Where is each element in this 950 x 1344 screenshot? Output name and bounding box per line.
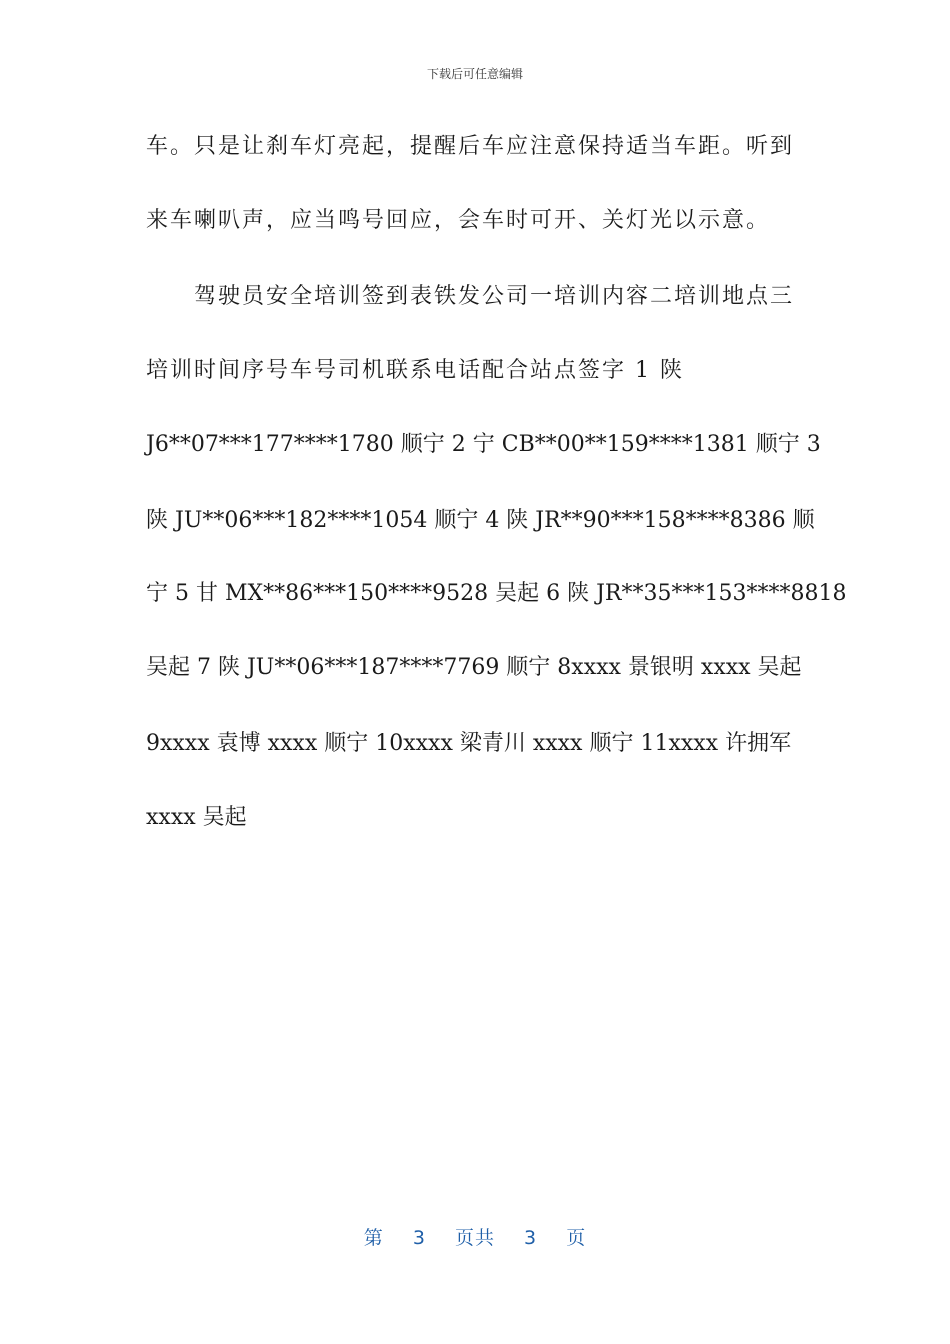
footer-current-page: 3 bbox=[412, 1227, 426, 1249]
paragraph-line-2: 来车喇叭声，应当鸣号回应，会车时可开、关灯光以示意。 bbox=[146, 208, 771, 233]
paragraph-line-4: 培训时间序号车号司机联系电话配合站点签字 1 陕 bbox=[146, 358, 684, 383]
footer-middle: 页共 bbox=[454, 1227, 495, 1249]
paragraph-line-10: xxxx 吴起 bbox=[146, 805, 247, 830]
paragraph-line-9: 9xxxx 袁博 xxxx 顺宁 10xxxx 梁青川 xxxx 顺宁 11xxxx 许拥军 bbox=[146, 731, 792, 756]
paragraph-line-5: J6**07***177****1780 顺宁 2 宁 CB**00**159****1381 顺宁 3 bbox=[146, 432, 821, 457]
paragraph-line-6: 陕 JU**06***182****1054 顺宁 4 陕 JR**90***158****8386 顺 bbox=[146, 508, 815, 533]
page-footer bbox=[0, 1226, 950, 1250]
page-header: 下载后可任意编辑 bbox=[426, 67, 523, 81]
paragraph-line-3: 驾驶员安全培训签到表铁发公司一培训内容二培训地点三 bbox=[194, 284, 795, 309]
footer-total-pages: 3 bbox=[524, 1227, 538, 1249]
paragraph-line-8: 吴起 7 陕 JU**06***187****7769 顺宁 8xxxx 景银明 xxxx 吴起 bbox=[146, 655, 802, 680]
footer-prefix: 第 bbox=[363, 1227, 384, 1249]
footer-suffix: 页 bbox=[566, 1227, 587, 1249]
paragraph-line-7: 宁 5 甘 MX**86***150****9528 吴起 6 陕 JR**35***153****8818 bbox=[146, 581, 847, 606]
paragraph-line-1: 车。只是让刹车灯亮起，提醒后车应注意保持适当车距。听到 bbox=[146, 134, 795, 159]
